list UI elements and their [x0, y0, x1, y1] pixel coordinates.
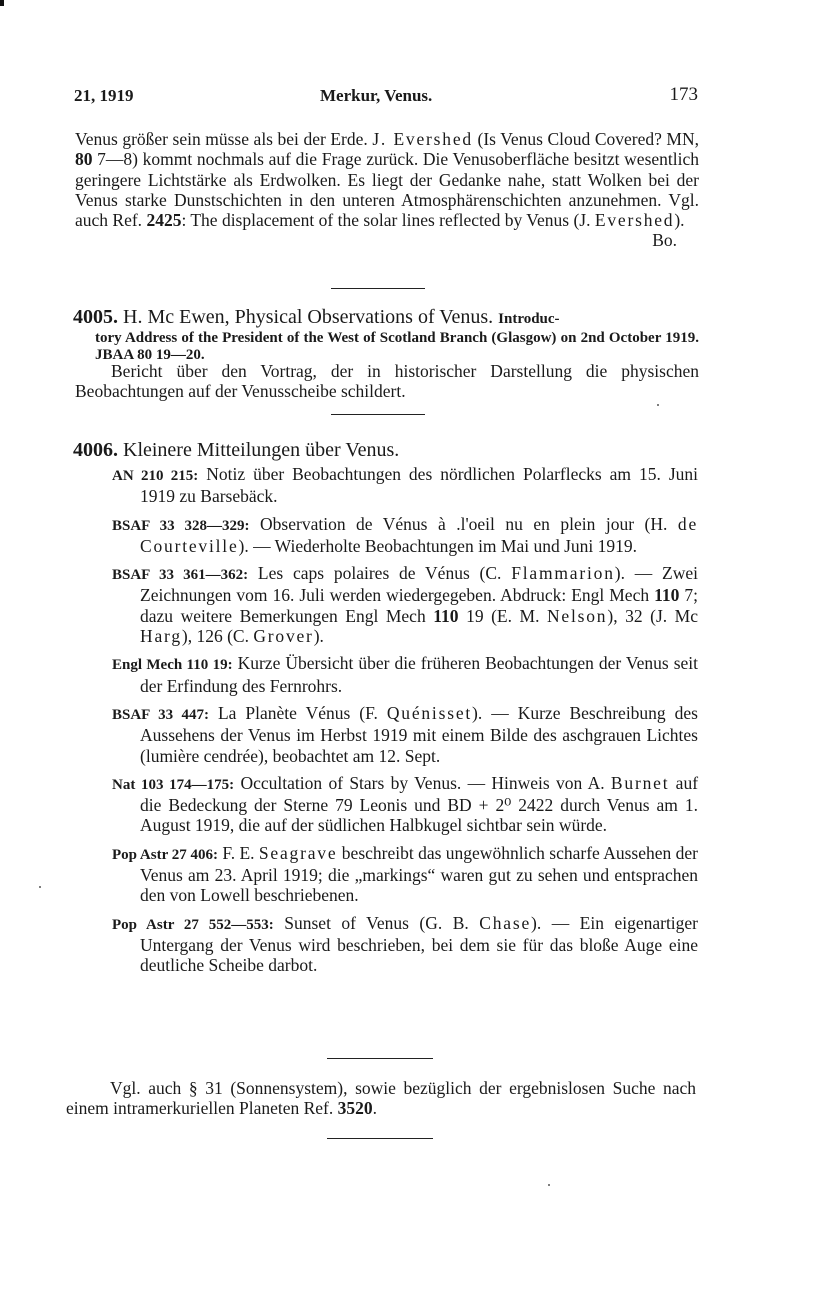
list-item [112, 563, 698, 646]
text-span: (Is Venus Cloud Covered? MN, [477, 129, 700, 149]
author-name: Evershed [594, 210, 675, 231]
author-name: Seagrave [258, 842, 338, 863]
entry-title: Physical Observations of Venus. [234, 306, 494, 328]
text-span: ). — Kurze Beschreibung des Aussehens der Venus im Herbst 1919 mit einem Bilde des aschgrauen Lichtes (lumière cendrée), beobachtet am 12. Sept. [140, 702, 698, 766]
entry-4005-body [75, 361, 699, 402]
entry-number: 4005. [73, 306, 118, 328]
text-span: Occultation of Stars by Venus. — Hinweis von A. [240, 772, 605, 793]
author-name: J. Evershed [372, 129, 473, 149]
closing-note [66, 1078, 696, 1119]
text-span: . [372, 1098, 378, 1119]
page-number: 173 [669, 84, 698, 105]
reference-number: 2425 [146, 210, 182, 231]
list-item [112, 773, 698, 836]
text-span: 19 (E. M. [466, 605, 540, 626]
text-span: auf die Bedeckung der Sterne 79 Leonis und BD + 2⁰ 2422 durch Venus am 1. August 1919, die auf der südlichen Halbkugel sichtbar sein würde. [140, 772, 699, 836]
text-span: Sunset of Venus (G. B. [284, 912, 469, 933]
text-span: ). [313, 626, 324, 647]
citation-ref: AN 210 215: [112, 468, 199, 484]
entry-4006-item-list [112, 464, 698, 983]
text-span: Vgl. auch § 31 (Sonnensystem), sowie bezüglich der ergebnislosen Suche nach einem intramerkuriellen Planeten Ref. [66, 1078, 696, 1119]
text-span: Les caps polaires de Vénus (C. [257, 563, 502, 584]
section-divider [327, 1058, 433, 1059]
text-span: 7—8) kommt nochmals auf die Frage zurück. Die Venusoberfläche besitzt wesentlich geringere Lichtstärke als Erdwolken. Es liegt der Gedanke nahe, statt Wolken bei der Venus starke Dunstschichten in den unteren Atmosphärenschichten anzunehmen. Vgl. auch Ref. [75, 149, 699, 231]
volume-number: 80 [75, 149, 93, 170]
text-span: ), 126 (C. [181, 626, 249, 647]
author-name: de Courteville [140, 513, 699, 556]
scan-speck [657, 404, 659, 406]
entry-title: Kleinere Mitteilungen über Venus. [123, 439, 400, 461]
citation-ref: BSAF 33 361—362: [112, 567, 249, 584]
author-name: Flammarion [511, 563, 615, 584]
author-name: Burnet [610, 772, 670, 793]
author-name: Quénisset [386, 702, 473, 723]
text-span: Notiz über Beobachtungen des nördlichen Polarflecks am 15. Juni 1919 zu Barsebäck. [140, 464, 698, 507]
header-issue: 21, 1919 [74, 86, 134, 105]
entry-author: H. Mc Ewen, [123, 306, 230, 328]
list-item [112, 653, 698, 696]
citation-ref: Pop Astr 27 552—553: [112, 916, 274, 933]
text-span: ). — Wiederholte Beobachtungen im Mai und Juni 1919. [238, 535, 638, 556]
citation-ref: BSAF 33 447: [112, 706, 209, 723]
text-span: : The displacement of the solar lines reflected by Venus (J. [181, 210, 591, 231]
list-item [112, 464, 698, 507]
citation-ref: Engl Mech 110 19: [112, 657, 233, 674]
scan-speck [548, 1184, 550, 1186]
section-divider [331, 414, 425, 415]
text-span: Bericht über den Vortrag, der in historischer Darstellung die physischen Beobachtungen auf der Venusscheibe schildert. [75, 361, 699, 402]
entry-4005-heading [73, 305, 703, 331]
entry-4005-subtitle: tory Address of the President of the West of Scotland Branch (Glasgow) on 2nd October 1919. JBAA 80 19—20. [95, 330, 699, 363]
header-section-title: Merkur, Venus. [320, 86, 433, 105]
entry-subtitle-start: Introduc- [498, 311, 560, 327]
text-span: beschreibt das ungewöhnlich scharfe Aussehen der Venus am 23. April 1919; die „markings“ waren gut zu sehen und entsprachen den von Lowell beschriebenen. [140, 842, 699, 906]
text-span: Venus größer sein müsse als bei der Erde. [75, 129, 368, 149]
scan-speck [39, 886, 41, 888]
list-item [112, 843, 698, 906]
author-name: Harg [140, 626, 182, 647]
entry-4006-heading [73, 438, 399, 462]
scan-edge-mark [0, 0, 4, 6]
entry-number: 4006. [73, 439, 118, 461]
text-span: 7; dazu weitere Bemerkungen Engl Mech [140, 585, 699, 626]
reference-number: 3520 [337, 1098, 373, 1119]
text-span: ). — Zwei Zeichnungen vom 16. Juli werden wiedergegeben. Abdruck: Engl Mech [140, 563, 699, 606]
author-name: Nelson [546, 605, 608, 626]
text-span: Observation de Vénus à .l'oeil nu en plein jour (H. [260, 513, 668, 534]
list-item [112, 913, 698, 976]
text-span: ), 32 (J. Mc [607, 605, 699, 626]
text-span: F. E. [222, 842, 255, 863]
volume-number: 110 [433, 605, 459, 626]
reviewer-signature: Bo. [652, 230, 677, 251]
citation-ref: Pop Astr 27 406: [112, 846, 218, 863]
author-name: Chase [479, 912, 532, 933]
list-item [112, 703, 698, 766]
volume-number: 110 [654, 585, 680, 606]
author-name: Grover [253, 626, 314, 647]
text-span: ). — Ein eigenartiger Untergang der Venus wird beschrieben, bei dem sie für das bloße Auge eine deutliche Scheibe darbot. [140, 912, 699, 976]
running-header [74, 84, 698, 108]
citation-ref: Nat 103 174—175: [112, 776, 235, 793]
list-item [112, 514, 698, 557]
section-divider [327, 1138, 433, 1139]
text-span: ). [674, 210, 685, 231]
text-span: La Planète Vénus (F. [217, 702, 378, 723]
continuation-paragraph [75, 129, 699, 251]
citation-ref: BSAF 33 328—329: [112, 517, 250, 534]
text-span: Kurze Übersicht über die früheren Beobachtungen der Venus seit der Erfindung des Fernrohrs. [140, 653, 698, 696]
section-divider [331, 288, 425, 289]
